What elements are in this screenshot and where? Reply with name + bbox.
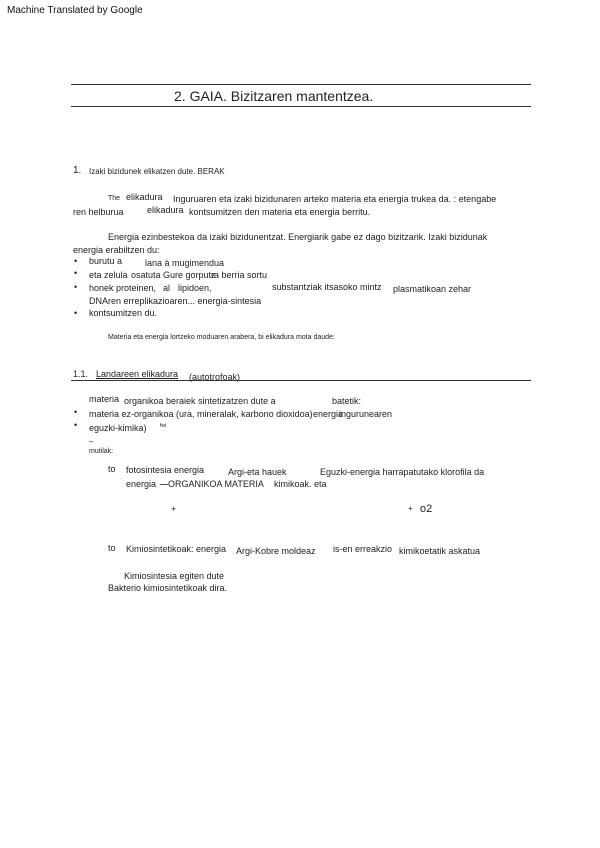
foto-a: fotosintesia energia	[126, 465, 205, 475]
closing-line-2: Bakterio kimiosintetikoak dira.	[108, 583, 228, 593]
kimio-to: to	[108, 543, 116, 553]
foto-arrow	[160, 484, 168, 485]
bullet-2-e: plasmatikoan zehar	[393, 284, 472, 294]
bullet-1-e: ra berria sortu	[211, 270, 268, 280]
p1-line-1: Inguruaren eta izaki bizidunaren arteko materia eta energia trukea da. : etengabe	[173, 194, 497, 204]
foto-b: Argi-eta hauek	[228, 467, 287, 477]
p1-line-2: kontsumitzen den materia eta energia berritu.	[189, 207, 371, 217]
bullet-6: •	[74, 420, 78, 430]
p1-the: The	[108, 195, 121, 202]
section-1-1-rule	[71, 380, 531, 381]
bullet-2: •	[74, 268, 78, 278]
section-1-heading: Izaki bizidunek elikatzen dute. BERAK	[89, 167, 225, 176]
plus-sign-1: +	[171, 504, 177, 514]
section-1-1-heading: Landareen elikadura	[96, 369, 179, 379]
bullet-1-a: burutu a	[89, 256, 123, 266]
closing-line-1: Kimiosintesia egiten dute	[124, 571, 225, 581]
bullet-3: •	[74, 282, 78, 292]
section-1-note: Materia eta energia lortzeko moduaren arabera, bi elikadura mota daude:	[108, 334, 335, 341]
foto-e: ORGANIKOA MATERIA	[168, 479, 264, 489]
bullet-2-a: honek proteinen,	[89, 283, 157, 293]
foto-to: to	[108, 464, 116, 474]
bullet-1-b: lana à mugimendua	[145, 258, 225, 268]
bullet-4: •	[74, 308, 78, 318]
title-top-rule	[71, 84, 531, 85]
p1-elikadura-1: elikadura	[126, 192, 163, 202]
p2-line-1: Energia ezinbestekoa da izaki bizidunentzat. Energiarik gabe ez dago bizitzarik. Izaki bizidunak	[108, 232, 488, 242]
p1-helburua: ren helburua	[73, 207, 124, 217]
bullet-1: •	[74, 256, 78, 266]
mutilak-label: mutilak:	[89, 448, 114, 455]
batetik: batetik:	[332, 396, 362, 406]
autotroph-bullet-1: materia ez-organikoa (ura, mineralak, karbono dioxidoa)	[89, 409, 313, 419]
autotroph-bullet-2: eguzki-kimika)	[89, 423, 147, 433]
autotroph-bullet-1-energia: energia	[313, 409, 344, 419]
p1-elikadura-2: elikadura	[147, 205, 184, 215]
bullet-1-c: eta zelula	[89, 270, 128, 280]
section-1-1-paren: (autotrofoak)	[189, 372, 241, 382]
materia-word: materia	[89, 394, 120, 404]
dash-mark: –	[89, 437, 94, 446]
section-1-1-number: 1.1.	[73, 369, 89, 379]
autotroph-bullet-2-note: fwi	[160, 423, 167, 429]
kimio-b: Argi-Kobre moldeaz	[236, 546, 316, 556]
section-1-1-line-1: organikoa beraiek sintetizatzen dute a	[124, 396, 276, 406]
kimio-a: Kimiosintetikoak: energia	[126, 544, 227, 554]
autotroph-bullet-1-ingurunearen: ingurunearen	[339, 409, 393, 419]
machine-translated-banner: Machine Translated by Google	[7, 5, 143, 16]
bullet-2-b: al	[163, 283, 171, 293]
section-1-number: 1.	[73, 165, 82, 176]
page-title: 2. GAIA. Bizitzaren mantentzea.	[174, 88, 374, 104]
bullet-5: •	[74, 407, 78, 417]
kimio-c: is-en erreakzio	[333, 544, 393, 554]
bullet-3-text: kontsumitzen du.	[89, 308, 158, 318]
bullet-2-f: DNAren erreplikazioaren... energia-sintesia	[89, 296, 262, 306]
foto-d: energia	[126, 479, 157, 489]
plus-sign-2: +	[408, 504, 413, 513]
o2-label: o2	[420, 503, 433, 515]
foto-c: Eguzki-energia harrapatutako klorofila da	[320, 467, 485, 477]
bullet-2-c: lipidoen,	[178, 283, 212, 293]
title-bottom-rule	[71, 106, 531, 107]
bullet-2-d: substantziak itsasoko mintz	[272, 282, 382, 292]
bullet-1-d: osatuta Gure gorputz	[131, 270, 216, 280]
p2-line-2: energia erabiltzen du:	[73, 245, 160, 255]
foto-f: kimikoak. eta	[274, 479, 327, 489]
kimio-d: kimikoetatik askatua	[399, 546, 481, 556]
